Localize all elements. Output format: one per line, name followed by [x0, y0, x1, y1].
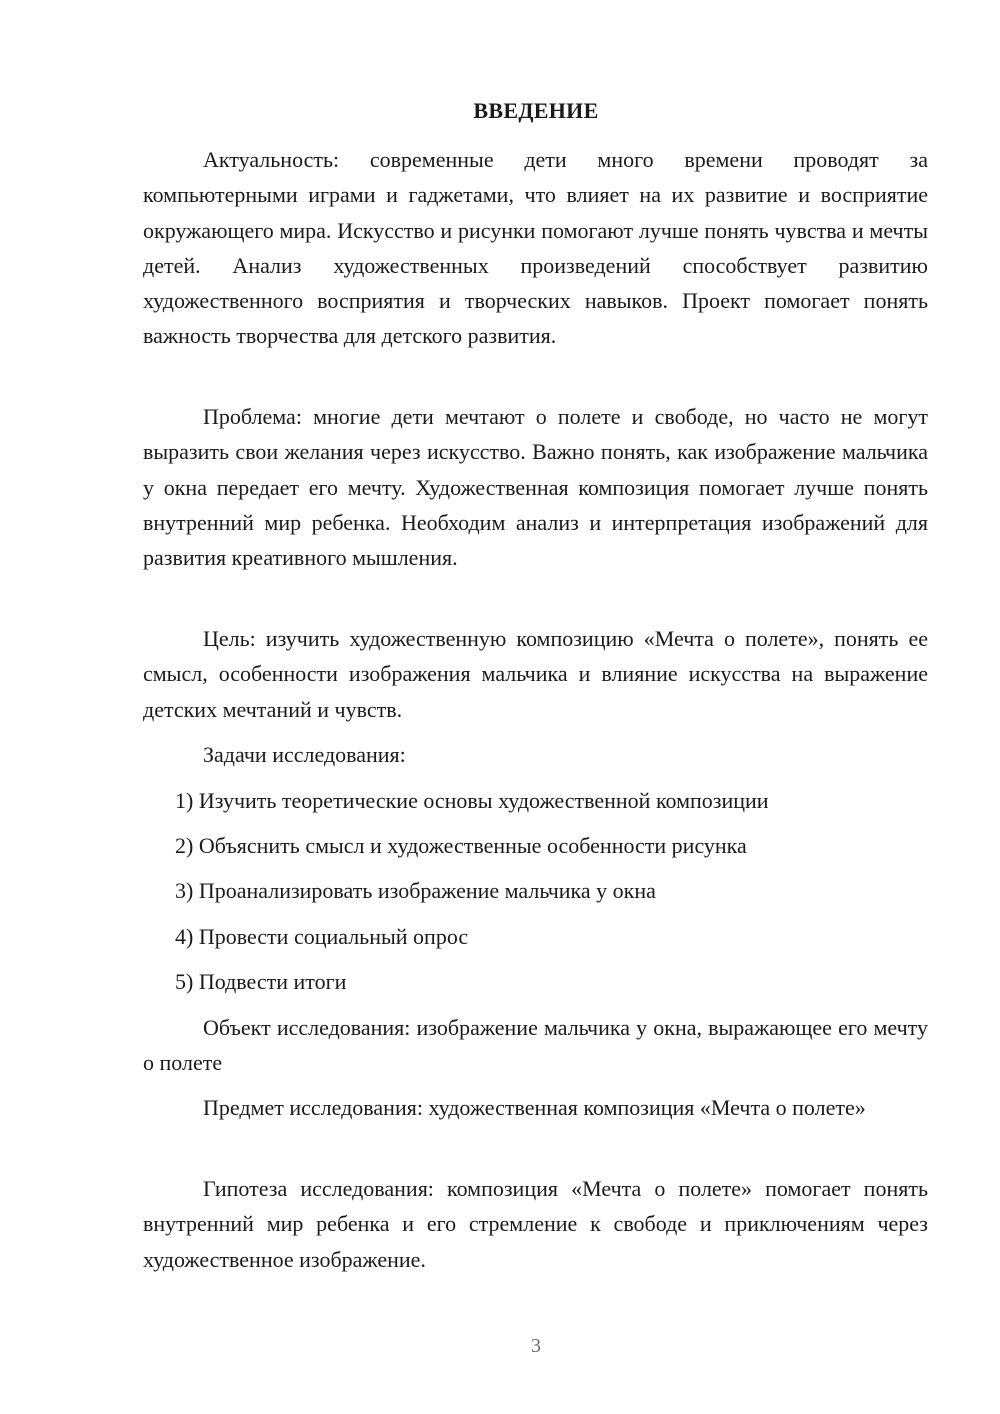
task-item-1: 1) Изучить теоретические основы художественной композиции — [175, 788, 769, 813]
paragraph-hypothesis: Гипотеза исследования: композиция «Мечта о полете» помогает понять внутренний мир ребенка и его стремление к свободе и приключениям через художественное изображение. — [143, 1176, 928, 1272]
task-item-3: 3) Проанализировать изображение мальчика у окна — [175, 878, 656, 903]
task-item-2: 2) Объяснить смысл и художественные особенности рисунка — [175, 833, 747, 858]
task-item-4: 4) Провести социальный опрос — [175, 924, 469, 949]
page-number: 3 — [531, 1335, 541, 1357]
paragraph-relevance: Актуальность: современные дети много времени проводят за компьютерными играми и гаджетами, что влияет на их развитие и восприятие окружающего мира. Искусство и рисунки помогают лучше понять чувства и мечты детей. Анализ художественных произведений способствует развитию художественного восприятия и творческих навыков. Проект помогает понять важность творчества для детского развития. — [143, 147, 928, 349]
paragraph-object: Объект исследования: изображение мальчика у окна, выражающее его мечту о полете — [143, 1015, 928, 1076]
paragraph-goal: Цель: изучить художественную композицию «Мечта о полете», понять ее смысл, особенности изображения мальчика и влияние искусства на выражение детских мечтаний и чувств. — [143, 626, 928, 722]
task-item-5: 5) Подвести итоги — [175, 969, 347, 994]
section-title-text: ВВЕДЕНИЕ — [473, 98, 599, 123]
paragraph-problem: Проблема: многие дети мечтают о полете и свободе, но часто не могут выразить свои желания через искусство. Важно понять, как изображение мальчика у окна передает его мечту. Художественная композиция помогает лучше понять внутренний мир ребенка. Необходим анализ и интерпретация изображений для развития креативного мышления. — [143, 404, 928, 571]
paragraph-subject: Предмет исследования: художественная композиция «Мечта о полете» — [203, 1095, 866, 1120]
section-title — [0, 96, 1000, 126]
tasks-heading: Задачи исследования: — [203, 742, 406, 767]
